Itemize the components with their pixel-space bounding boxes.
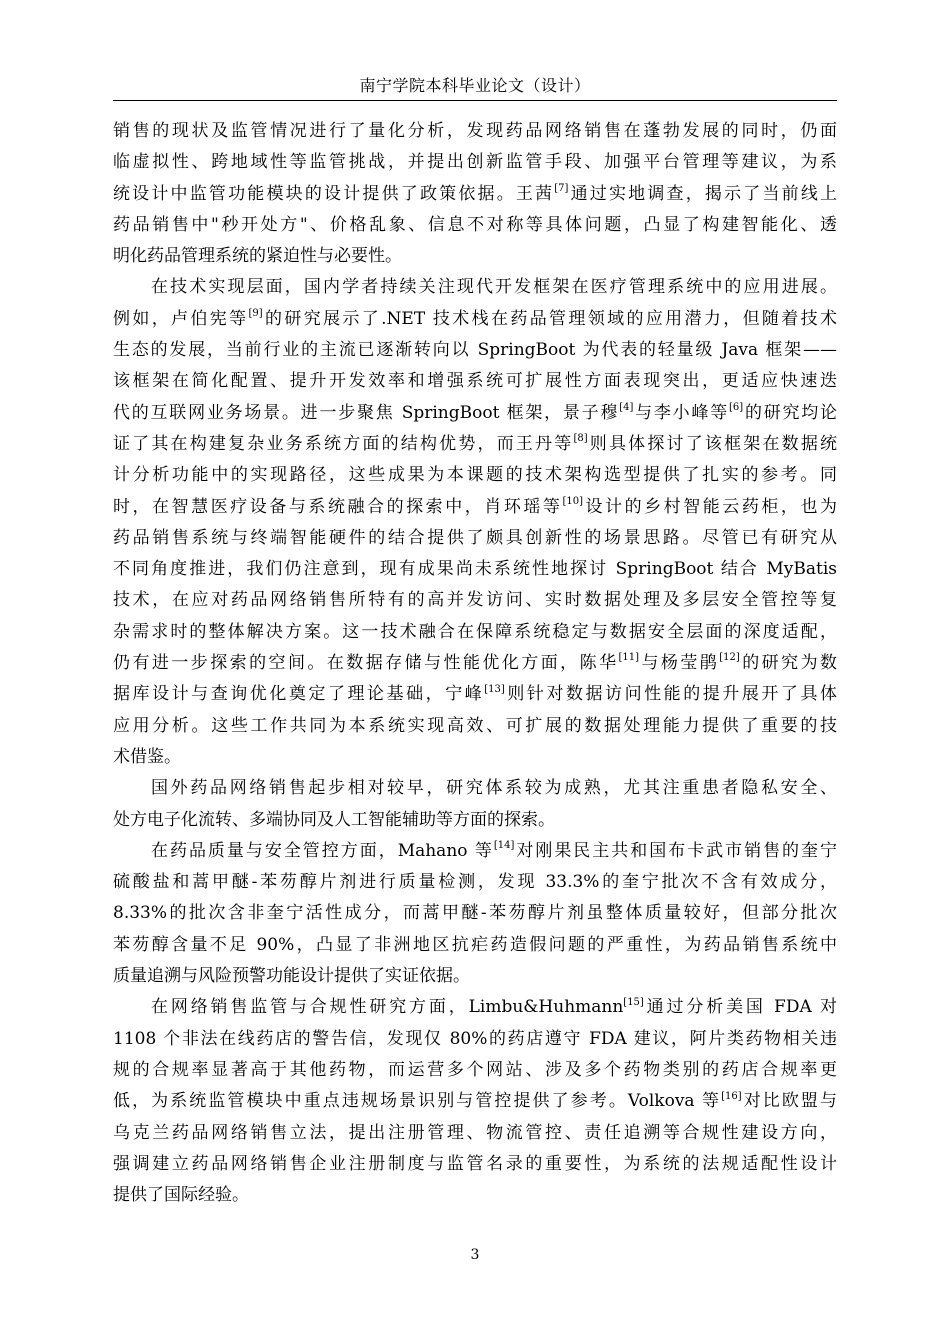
- citation-ref: [10]: [562, 495, 583, 507]
- text-segment: 该框架在简化配置、提升开发效率和增强系统可扩展性方面表现突出，更适应快速迭: [113, 371, 837, 392]
- text-line: [113, 930, 837, 961]
- text-line: [113, 492, 837, 523]
- citation-ref: [15]: [623, 996, 644, 1008]
- text-line: [113, 523, 837, 554]
- citation-ref: [16]: [721, 1090, 742, 1102]
- text-segment: 的研究展示了.NET 技术栈在药品管理领域的应用潜力，但随着技术: [262, 308, 837, 329]
- text-line: [113, 805, 837, 836]
- text-segment: 据库设计与查询优化奠定了理论基础，宁峰: [113, 684, 485, 705]
- citation-ref: [4]: [619, 402, 634, 414]
- text-line: [113, 585, 837, 616]
- text-segment: 规的合规率显著高于其他药物，而运营多个网站、涉及多个药物类别的药店合规率更: [113, 1059, 837, 1080]
- citation-ref: [11]: [618, 652, 640, 664]
- text-segment: 处方电子化流转、多端协同及人工智能辅助等方面的探索。: [113, 809, 555, 830]
- text-line: [113, 1024, 837, 1055]
- text-line: [113, 460, 837, 491]
- text-segment: 则针对数据访问性能的提升展开了具体: [504, 684, 837, 705]
- text-segment: 药品销售系统与终端智能硬件的结合提供了颇具创新性的场景思路。尽管已有研究从: [113, 527, 837, 548]
- text-line: [113, 1086, 837, 1117]
- text-segment: 对比欧盟与: [741, 1091, 837, 1112]
- text-segment: 药品销售中"秒开处方"、价格乱象、信息不对称等具体问题，凸显了构建智能化、透: [113, 214, 837, 235]
- text-line: [113, 241, 837, 272]
- text-line: [113, 711, 837, 742]
- text-segment: 与杨莹鹃: [639, 653, 720, 674]
- text-segment: 则具体探讨了该框架在数据统: [587, 433, 837, 454]
- text-segment: 通过实地调查，揭示了当前线上: [568, 183, 837, 204]
- text-segment: 在网络销售监管与合规性研究方面，Limbu&Huhmann: [151, 997, 624, 1018]
- text-segment: 技术，在应对药品网络销售所特有的高并发访问、实时数据处理及多层安全管控等复: [113, 590, 837, 611]
- text-line: [113, 366, 837, 397]
- citation-ref: [7]: [554, 182, 569, 194]
- text-segment: 生态的发展，当前行业的主流已逐渐转向以 SpringBoot 为代表的轻量级 Java 框架——: [113, 340, 837, 361]
- paragraph-first-line: [113, 272, 837, 303]
- text-segment: 的研究为数: [739, 653, 837, 674]
- text-segment: 时，在智慧医疗设备与系统融合的探索中，肖环瑶等: [113, 496, 563, 517]
- text-segment: 不同角度推进，我们仍注意到，现有成果尚未系统性地探讨 SpringBoot 结合 MyBatis: [113, 559, 837, 580]
- text-line: [113, 867, 837, 898]
- text-segment: 计分析功能中的实现路径，这些成果为本课题的技术架构选型提供了扎实的参考。同: [113, 465, 837, 486]
- text-line: [113, 147, 837, 178]
- text-segment: 仍有进一步探索的空间。在数据存储与性能优化方面，陈华: [113, 653, 619, 674]
- text-segment: 术借鉴。: [113, 746, 181, 767]
- text-segment: 证了其在构建复杂业务系统方面的结构优势，而王丹等: [113, 433, 574, 454]
- text-segment: 统设计中监管功能模块的设计提供了政策依据。王茜: [113, 183, 555, 204]
- header-title: 南宁学院本科毕业论文（设计）: [359, 76, 591, 95]
- text-segment: 8.33%的批次含非奎宁活性成分，而蒿甲醚-苯芴醇片剂虽整体质量较好，但部分批次: [113, 903, 837, 924]
- text-segment: 设计的乡村智能云药柜，也为: [582, 496, 837, 517]
- text-line: [113, 304, 837, 335]
- text-segment: 对刚果民主共和国布卡武市销售的奎宁: [514, 840, 837, 861]
- text-line: [113, 617, 837, 648]
- text-segment: 提供了国际经验。: [113, 1185, 249, 1206]
- text-line: [113, 742, 837, 773]
- text-segment: 质量追溯与风险预警功能设计提供了实证依据。: [113, 966, 470, 987]
- citation-ref: [13]: [484, 683, 505, 695]
- document-body: [113, 116, 837, 1211]
- text-segment: 杂需求时的整体解决方案。这一技术融合在保障系统稳定与数据安全层面的深度适配，: [113, 621, 837, 642]
- text-line: [113, 961, 837, 992]
- text-line: [113, 429, 837, 460]
- citation-ref: [14]: [493, 840, 515, 852]
- header-divider: [113, 100, 837, 101]
- citation-ref: [8]: [573, 433, 588, 445]
- text-segment: 例如，卢伯宪等: [113, 308, 249, 329]
- text-segment: 强调建立药品网络销售企业注册制度与监管名录的重要性，为系统的法规适配性设计: [113, 1153, 837, 1174]
- text-line: [113, 648, 837, 679]
- text-segment: 国外药品网络销售起步相对较早，研究体系较为成熟，尤其注重患者隐私安全、: [151, 778, 837, 799]
- page-header: [0, 74, 950, 98]
- paragraph-first-line: [113, 992, 837, 1023]
- page-number: 3: [470, 1247, 480, 1263]
- text-segment: 销售的现状及监管情况进行了量化分析，发现药品网络销售在蓬勃发展的同时，仍面: [113, 121, 837, 141]
- text-segment: 在技术实现层面，国内学者持续关注现代开发框架在医疗管理系统中的应用进展。: [151, 277, 837, 298]
- text-line: [113, 554, 837, 585]
- text-line: [113, 1180, 837, 1211]
- text-segment: 的研究均论: [743, 402, 837, 423]
- text-segment: 乌克兰药品网络销售立法，提出注册管理、物流管控、责任追溯等合规性建设方向，: [113, 1122, 837, 1143]
- text-line: [113, 1055, 837, 1086]
- text-line: [113, 1149, 837, 1180]
- text-segment: 硫酸盐和蒿甲醚-苯芴醇片剂进行质量检测，发现 33.3%的奎宁批次不含有效成分，: [113, 872, 837, 893]
- text-segment: 低，为系统监管模块中重点违规场景识别与管控提供了参考。Volkova 等: [113, 1091, 722, 1112]
- citation-ref: [12]: [719, 652, 740, 664]
- text-line: [113, 210, 837, 241]
- text-segment: 通过分析美国 FDA 对: [643, 997, 837, 1018]
- citation-ref: [9]: [248, 308, 263, 320]
- text-segment: 代的互联网业务场景。进一步聚焦 SpringBoot 框架，景子穆: [113, 402, 620, 423]
- citation-ref: [6]: [729, 402, 744, 414]
- text-segment: 应用分析。这些工作共同为本系统实现高效、可扩展的数据处理能力提供了重要的技: [113, 715, 837, 736]
- text-segment: 1108 个非法在线药店的警告信，发现仅 80%的药店遵守 FDA 建议，阿片类药物相关违: [113, 1028, 837, 1049]
- text-line: [113, 179, 837, 210]
- paragraph-first-line: [113, 836, 837, 867]
- text-line: [113, 116, 837, 147]
- text-segment: 苯芴醇含量不足 90%，凸显了非洲地区抗疟药造假问题的严重性，为药品销售系统中: [113, 934, 837, 955]
- text-segment: 明化药品管理系统的紧迫性与必要性。: [113, 246, 402, 267]
- paragraph-first-line: [113, 773, 837, 804]
- text-segment: 在药品质量与安全管控方面，Mahano 等: [151, 840, 494, 861]
- text-segment: 与李小峰等: [633, 402, 729, 423]
- text-line: [113, 898, 837, 929]
- text-line: [113, 335, 837, 366]
- text-line: [113, 679, 837, 710]
- text-line: [113, 1118, 837, 1149]
- text-segment: 临虚拟性、跨地域性等监管挑战，并提出创新监管手段、加强平台管理等建议，为系: [113, 152, 837, 173]
- text-line: [113, 398, 837, 429]
